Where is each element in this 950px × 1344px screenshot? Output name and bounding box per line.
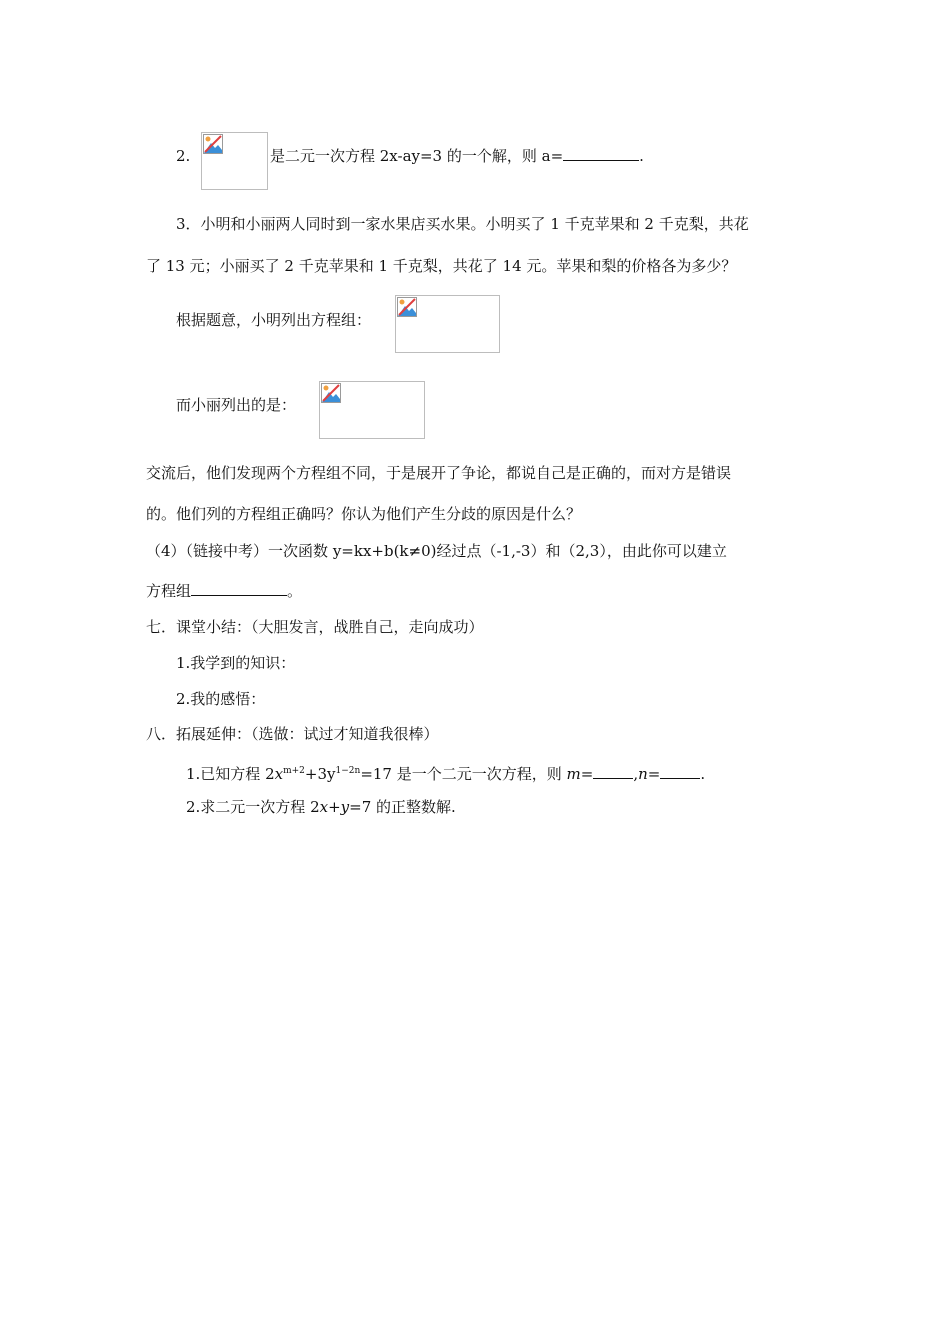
broken-image-icon bbox=[397, 297, 417, 317]
q3-xiaoming-label: 根据题意，小明列出方程组： bbox=[176, 311, 372, 329]
q4-line-2-prefix: 方程组 bbox=[146, 582, 192, 600]
q3-discuss-2: 的。他们列的方程组正确吗？你认为他们产生分歧的原因是什么？ bbox=[146, 505, 582, 523]
q4-answer-blank[interactable] bbox=[191, 581, 287, 596]
s8-comma: , bbox=[633, 765, 639, 783]
section8-title: 八．拓展延伸：（选做：试过才知道我很棒） bbox=[146, 725, 439, 743]
q2-text bbox=[270, 146, 644, 166]
q2-text-body: 是二元一次方程 2x-ay=3 的一个解，则 a= bbox=[270, 147, 564, 165]
s8-item1-text-a: 1.已知方程 2 bbox=[186, 765, 275, 783]
section8-item-1 bbox=[186, 761, 705, 784]
q2-solution-image bbox=[201, 132, 268, 190]
s8-item2-var-x: x bbox=[319, 798, 329, 816]
broken-image-icon bbox=[203, 134, 223, 154]
s8-item2-plus: + bbox=[328, 798, 341, 816]
xiaoming-equation-image bbox=[395, 295, 500, 353]
q3-xiaoli-label: 而小丽列出的是： bbox=[176, 396, 297, 414]
s8-exponent-1: m+2 bbox=[283, 766, 305, 776]
s8-item2-text-b: =7 的正整数解. bbox=[349, 798, 456, 816]
s8-var-x: x bbox=[274, 765, 284, 783]
s8-eq-2: = bbox=[647, 765, 661, 783]
section7-item-1: 1.我学到的知识： bbox=[176, 654, 296, 672]
s8-var-n: n bbox=[638, 765, 648, 783]
s8-eq-1: = bbox=[580, 765, 594, 783]
s8-var-m: m bbox=[566, 765, 581, 783]
m-answer-blank[interactable] bbox=[593, 764, 633, 779]
n-answer-blank[interactable] bbox=[660, 764, 700, 779]
broken-image-icon bbox=[321, 383, 341, 403]
q2-answer-blank[interactable] bbox=[563, 146, 639, 161]
s8-exponent-2: 1−2n bbox=[335, 766, 361, 776]
q3-line-2: 了 13 元；小丽买了 2 千克苹果和 1 千克梨，共花了 14 元。苹果和梨的价格各为多少？ bbox=[146, 257, 737, 275]
s8-item2-text-a: 2.求二元一次方程 2 bbox=[186, 798, 320, 816]
q4-line-2-suffix: 。 bbox=[287, 582, 303, 600]
s8-item1-text-b: +3 bbox=[304, 765, 328, 783]
q3-discuss-1: 交流后，他们发现两个方程组不同，于是展开了争论，都说自己是正确的，而对方是错误 bbox=[146, 464, 732, 482]
q4-line-2 bbox=[146, 581, 302, 601]
section7-title: 七．课堂小结：（大胆发言，战胜自己，走向成功） bbox=[146, 618, 484, 636]
q2-text-end: . bbox=[639, 147, 644, 165]
q4-line-1: （4）（链接中考）一次函数 y=kx+b(k≠0)经过点（-1,-3）和（2,3），由此你可以建立 bbox=[146, 542, 727, 560]
q3-line-1: 3．小明和小丽两人同时到一家水果店买水果。小明买了 1 千克苹果和 2 千克梨，共花 bbox=[176, 215, 749, 233]
q2-number: 2. bbox=[176, 147, 191, 165]
s8-var-y: y bbox=[327, 765, 336, 783]
s8-item2-var-y: y bbox=[340, 798, 350, 816]
section7-item-2: 2.我的感悟： bbox=[176, 690, 266, 708]
s8-item1-text-c: =17 是一个二元一次方程，则 bbox=[360, 765, 567, 783]
xiaoli-equation-image bbox=[319, 381, 425, 439]
s8-item1-end: . bbox=[700, 765, 706, 783]
section8-item-2 bbox=[186, 797, 456, 817]
